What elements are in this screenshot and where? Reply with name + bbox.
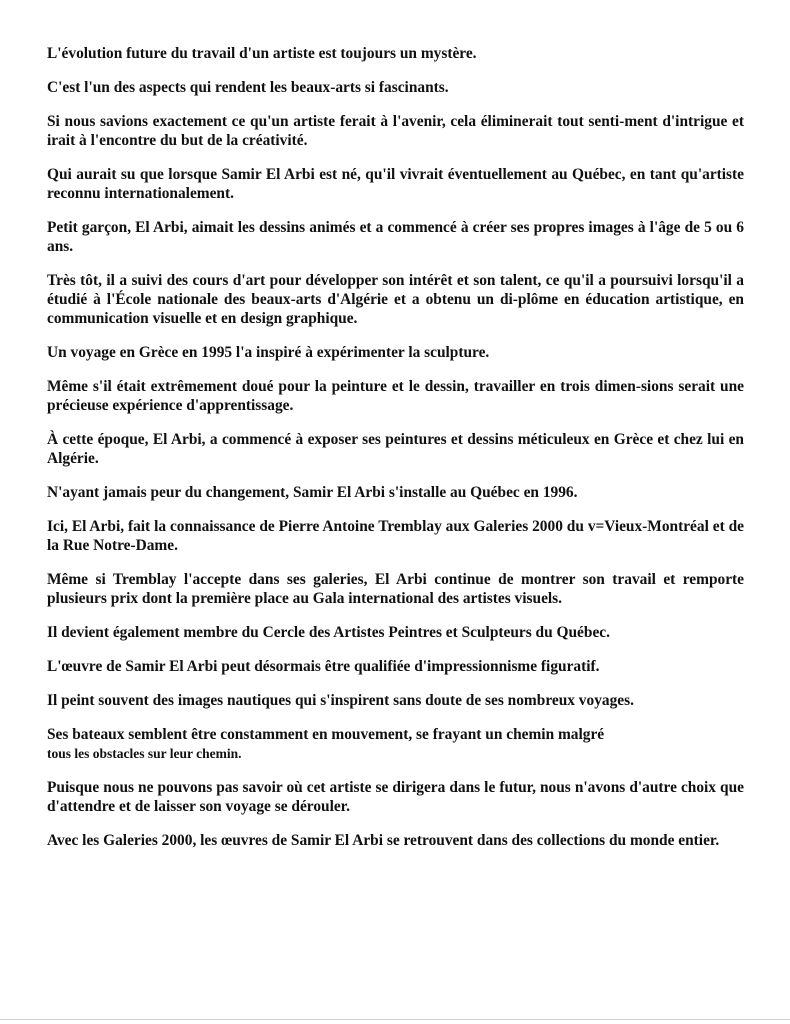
- paragraph-9: À cette époque, El Arbi, a commencé à exposer ses peintures et dessins méticuleux en Grèce et chez lui en Algérie.: [47, 431, 744, 467]
- document-body: [47, 44, 744, 865]
- paragraph-15: Il peint souvent des images nautiques qui s'inspirent sans doute de ses nombreux voyages.: [47, 692, 634, 709]
- paragraph-6: Très tôt, il a suivi des cours d'art pour développer son intérêt et son talent, ce qu'il a poursuivi lorsqu'il a étudié à l'École nationale des beaux-arts d'Algérie et a obtenu un di-plôme en éducation artistique, en communication visuelle et en design graphique.: [47, 272, 744, 327]
- paragraph-11: Ici, El Arbi, fait la connaissance de Pierre Antoine Tremblay aux Galeries 2000 du v=Vieux-Montréal et de la Rue Notre-Dame.: [47, 518, 744, 554]
- paragraph-16-line-2: tous les obstacles sur leur chemin.: [47, 746, 242, 761]
- page-bottom-edge: [0, 1019, 790, 1020]
- paragraph-5: Petit garçon, El Arbi, aimait les dessins animés et a commencé à créer ses propres images à l'âge de 5 ou 6 ans.: [47, 219, 744, 255]
- paragraph-16-line-1: Ses bateaux semblent être constamment en mouvement, se frayant un chemin malgré: [47, 726, 605, 743]
- paragraph-13: Il devient également membre du Cercle des Artistes Peintres et Sculpteurs du Québec.: [47, 624, 610, 641]
- paragraph-17: Puisque nous ne pouvons pas savoir où cet artiste se dirigera dans le futur, nous n'avons d'autre choix que d'attendre et de laisser son voyage se dérouler.: [47, 779, 744, 815]
- paragraph-4: Qui aurait su que lorsque Samir El Arbi est né, qu'il vivrait éventuellement au Québec, en tant qu'artiste reconnu internationalement.: [47, 166, 744, 202]
- paragraph-16: [47, 725, 744, 763]
- paragraph-1: L'évolution future du travail d'un artiste est toujours un mystère.: [47, 45, 477, 62]
- paragraph-18: Avec les Galeries 2000, les œuvres de Samir El Arbi se retrouvent dans des collections du monde entier.: [47, 832, 720, 849]
- paragraph-12: Même si Tremblay l'accepte dans ses galeries, El Arbi continue de montrer son travail et remporte plusieurs prix dont la première place au Gala international des artistes visuels.: [47, 571, 744, 607]
- paragraph-10: N'ayant jamais peur du changement, Samir El Arbi s'installe au Québec en 1996.: [47, 484, 578, 501]
- paragraph-2: C'est l'un des aspects qui rendent les beaux-arts si fascinants.: [47, 79, 449, 96]
- paragraph-3: Si nous savions exactement ce qu'un artiste ferait à l'avenir, cela éliminerait tout senti-ment d'intrigue et irait à l'encontre du but de la créativité.: [47, 113, 744, 149]
- paragraph-14: L'œuvre de Samir El Arbi peut désormais être qualifiée d'impressionnisme figuratif.: [47, 658, 600, 675]
- paragraph-7: Un voyage en Grèce en 1995 l'a inspiré à expérimenter la sculpture.: [47, 344, 490, 361]
- paragraph-8: Même s'il était extrêmement doué pour la peinture et le dessin, travailler en trois dimen-sions serait une précieuse expérience d'apprentissage.: [47, 378, 744, 414]
